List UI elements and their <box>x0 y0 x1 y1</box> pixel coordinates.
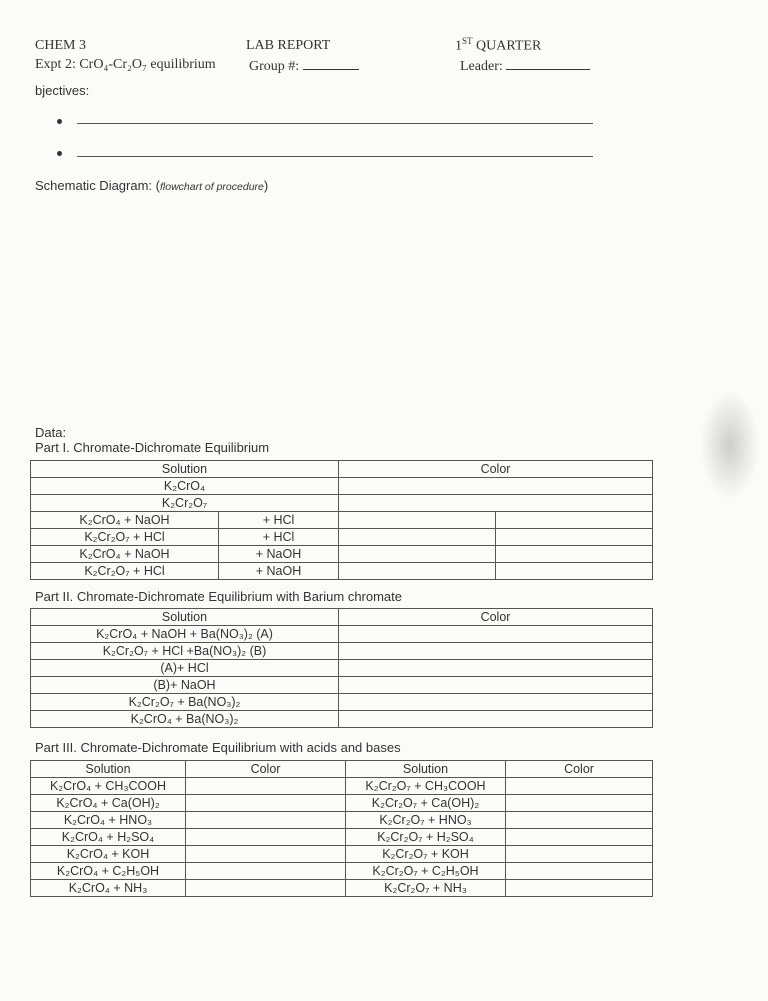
leader-blank[interactable] <box>506 57 590 70</box>
schematic-heading <box>35 178 268 193</box>
objective-line-2[interactable] <box>77 156 593 157</box>
color-cell[interactable] <box>186 812 346 829</box>
header-color: Color <box>506 761 653 778</box>
group-field[interactable] <box>249 57 359 75</box>
color-cell[interactable] <box>506 863 653 880</box>
table-row <box>31 495 653 512</box>
color-cell[interactable] <box>186 829 346 846</box>
table-header-row <box>31 461 653 478</box>
reagent-cell: + NaOH <box>219 563 339 580</box>
header-color: Color <box>186 761 346 778</box>
color-cell[interactable] <box>506 880 653 897</box>
leader-label: Leader: <box>460 59 503 74</box>
schematic-hint: flowchart of procedure <box>159 181 264 193</box>
part3-table <box>30 760 653 897</box>
report-title: LAB REPORT <box>246 38 331 53</box>
header-solution: Solution <box>31 761 186 778</box>
data-label: Data: <box>35 425 67 440</box>
solution-cell: K₂CrO₄ <box>31 478 339 495</box>
color-cell[interactable] <box>186 778 346 795</box>
color-cell[interactable] <box>339 711 653 728</box>
part2-table <box>30 608 653 728</box>
solution-cell: (A)+ HCl <box>31 660 339 677</box>
solution-cell: K₂CrO₄ + CH₃COOH <box>31 778 186 795</box>
part1-table <box>30 460 653 580</box>
solution-cell: K₂Cr₂O₇ + C₂H₅OH <box>346 863 506 880</box>
color-cell[interactable] <box>496 563 653 580</box>
quarter-label: QUARTER <box>476 38 542 54</box>
group-label: Group #: <box>249 59 300 74</box>
part2-title: Part II. Chromate-Dichromate Equilibrium with Barium chromate <box>35 589 403 604</box>
table-row <box>31 812 653 829</box>
schematic-close: ) <box>263 178 269 193</box>
reagent-cell: + NaOH <box>219 546 339 563</box>
color-cell[interactable] <box>496 512 653 529</box>
color-cell[interactable] <box>339 512 496 529</box>
solution-cell: K₂Cr₂O₇ + KOH <box>346 846 506 863</box>
solution-cell: K₂CrO₄ + Ba(NO₃)₂ <box>31 711 339 728</box>
reagent-cell: + HCl <box>219 529 339 546</box>
table-row <box>31 694 653 711</box>
leader-field[interactable] <box>460 57 590 75</box>
table-row <box>31 863 653 880</box>
table-row <box>31 643 653 660</box>
color-cell[interactable] <box>339 529 496 546</box>
schematic-label: Schematic Diagram: ( <box>35 178 160 193</box>
bullet-icon <box>57 151 62 156</box>
solution-cell: K₂Cr₂O₇ + HNO₃ <box>346 812 506 829</box>
solution-cell: K₂CrO₄ + HNO₃ <box>31 812 186 829</box>
solution-cell: K₂CrO₄ + NaOH <box>31 512 219 529</box>
solution-cell: K₂CrO₄ + KOH <box>31 846 186 863</box>
color-cell[interactable] <box>339 694 653 711</box>
solution-cell: K₂Cr₂O₇ + Ba(NO₃)₂ <box>31 694 339 711</box>
solution-cell: K₂Cr₂O₇ + HCl <box>31 529 219 546</box>
scan-smudge <box>700 390 760 500</box>
table-row <box>31 846 653 863</box>
reagent-cell: + HCl <box>219 512 339 529</box>
table-row <box>31 626 653 643</box>
table-row <box>31 478 653 495</box>
color-cell[interactable] <box>506 778 653 795</box>
color-cell[interactable] <box>506 795 653 812</box>
bullet-icon <box>57 119 62 124</box>
table-row <box>31 546 653 563</box>
table-row <box>31 529 653 546</box>
header-solution: Solution <box>346 761 506 778</box>
header-solution: Solution <box>31 609 339 626</box>
color-cell[interactable] <box>339 643 653 660</box>
solution-cell: K₂CrO₄ + NaOH + Ba(NO₃)₂ (A) <box>31 626 339 643</box>
header-color: Color <box>339 609 653 626</box>
color-cell[interactable] <box>506 829 653 846</box>
table-row <box>31 880 653 897</box>
solution-cell: K₂Cr₂O₇ <box>31 495 339 512</box>
course-title: CHEM 3 <box>35 38 86 53</box>
table-header-row <box>31 761 653 778</box>
experiment-title: Expt 2: CrO₄-Cr₂O₇ equilibrium <box>35 57 216 72</box>
solution-cell: K₂Cr₂O₇ + H₂SO₄ <box>346 829 506 846</box>
header-solution: Solution <box>31 461 339 478</box>
solution-cell: K₂Cr₂O₇ + HCl +Ba(NO₃)₂ (B) <box>31 643 339 660</box>
solution-cell: K₂CrO₄ + NaOH <box>31 546 219 563</box>
color-cell[interactable] <box>339 546 496 563</box>
table-row <box>31 778 653 795</box>
table-row <box>31 829 653 846</box>
part3-title: Part III. Chromate-Dichromate Equilibrium with acids and bases <box>35 740 401 755</box>
solution-cell: K₂Cr₂O₇ + HCl <box>31 563 219 580</box>
color-cell[interactable] <box>186 795 346 812</box>
color-cell[interactable] <box>339 478 653 495</box>
color-cell[interactable] <box>186 863 346 880</box>
objective-line-1[interactable] <box>77 123 593 124</box>
group-blank[interactable] <box>303 57 359 70</box>
solution-cell: K₂CrO₄ + NH₃ <box>31 880 186 897</box>
color-cell[interactable] <box>339 660 653 677</box>
table-row <box>31 677 653 694</box>
color-cell[interactable] <box>339 563 496 580</box>
color-cell[interactable] <box>339 626 653 643</box>
solution-cell: K₂Cr₂O₇ + NH₃ <box>346 880 506 897</box>
table-header-row <box>31 609 653 626</box>
quarter-number: 1 <box>455 38 462 54</box>
quarter-superscript: ST <box>462 36 473 46</box>
quarter-title <box>455 36 541 55</box>
solution-cell: K₂CrO₄ + C₂H₅OH <box>31 863 186 880</box>
table-row <box>31 795 653 812</box>
table-row <box>31 563 653 580</box>
solution-cell: K₂CrO₄ + Ca(OH)₂ <box>31 795 186 812</box>
part1-title: Part I. Chromate-Dichromate Equilibrium <box>35 440 270 455</box>
solution-cell: K₂Cr₂O₇ + CH₃COOH <box>346 778 506 795</box>
table-row <box>31 660 653 677</box>
color-cell[interactable] <box>186 880 346 897</box>
solution-cell: K₂Cr₂O₇ + Ca(OH)₂ <box>346 795 506 812</box>
header-color: Color <box>339 461 653 478</box>
color-cell[interactable] <box>496 529 653 546</box>
color-cell[interactable] <box>339 495 653 512</box>
color-cell[interactable] <box>186 846 346 863</box>
color-cell[interactable] <box>496 546 653 563</box>
table-row <box>31 711 653 728</box>
color-cell[interactable] <box>506 846 653 863</box>
table-row <box>31 512 653 529</box>
color-cell[interactable] <box>506 812 653 829</box>
objectives-label: bjectives: <box>35 83 90 98</box>
solution-cell: (B)+ NaOH <box>31 677 339 694</box>
solution-cell: K₂CrO₄ + H₂SO₄ <box>31 829 186 846</box>
color-cell[interactable] <box>339 677 653 694</box>
